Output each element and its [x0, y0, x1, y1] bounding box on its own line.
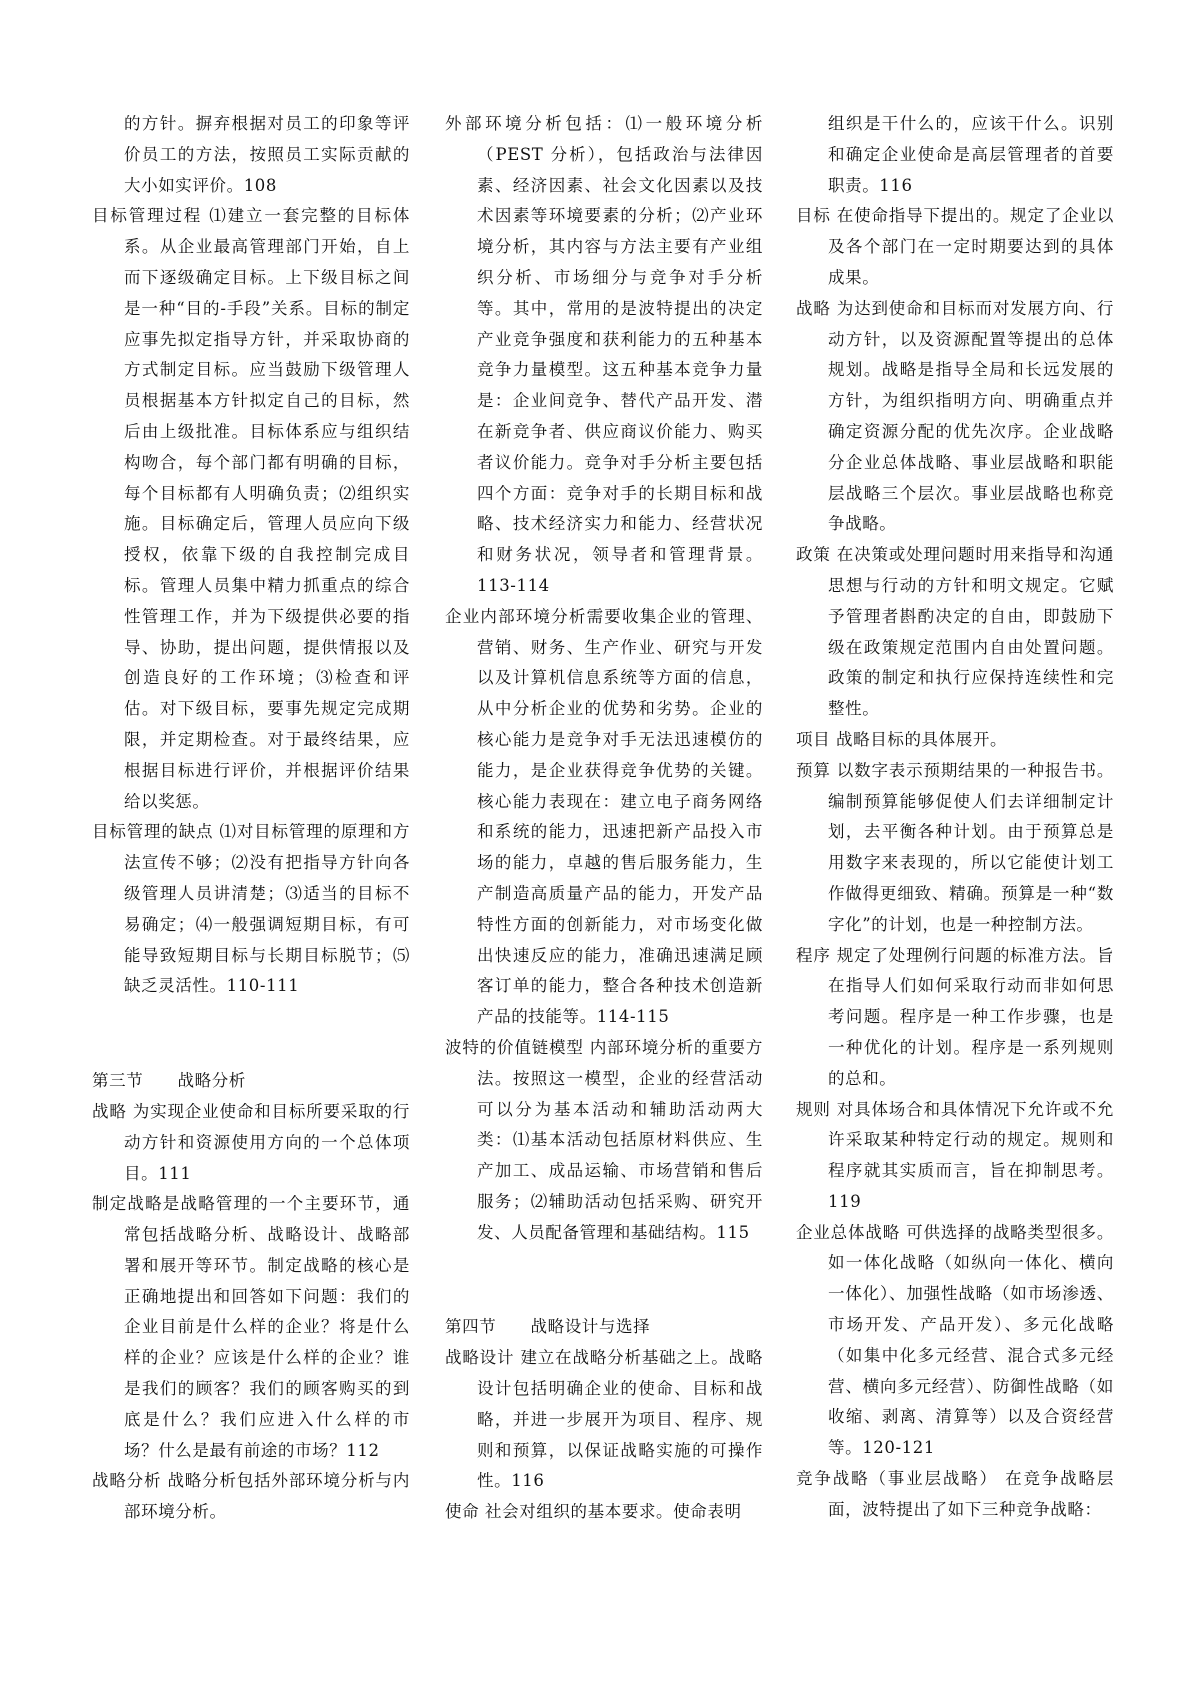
- section-spacer: [92, 1019, 410, 1050]
- term-entry: 竞争战略（事业层战略） 在竞争战略层面，波特提出了如下三种竞争战略：: [796, 1469, 1114, 1519]
- term-entry: 预算 以数字表示预期结果的一种报告书。编制预算能够促使人们去详细制定计划，去平衡各种计划。由于预算总是用数字来表现的，所以它能使计划工作做得更细致、精确。预算是一种“数字化”的计划，也是一种控制方法。: [796, 760, 1114, 934]
- term-entry: 制定战略是战略管理的一个主要环节，通常包括战略分析、战略设计、战略部署和展开等环节。制定战略的核心是正确地提出和回答如下问题：我们的企业目前是什么样的企业？将是什么样的企业？应该是什么样的企业？谁是我们的顾客？我们的顾客购买的到底是什么？我们应进入什么样的市场？什么是最有前途的市场？112: [92, 1194, 410, 1460]
- term-entry: 程序 规定了处理例行问题的标准方法。旨在指导人们如何采取行动而非如何思考问题。程序是一种工作步骤，也是一种优化的计划。程序是一系列规则的总和。: [796, 945, 1114, 1088]
- term-entry: 项目 战略目标的具体展开。: [796, 729, 1008, 749]
- column-1: [92, 109, 410, 1528]
- term-entry: 目标 在使命指导下提出的。规定了企业以及各个部门在一定时期要达到的具体成果。: [796, 206, 1114, 287]
- term-entry: 政策 在决策或处理问题时用来指导和沟通思想与行动的方针和明文规定。它赋予管理者斟酌决定的自由，即鼓励下级在政策规定范围内自由处置问题。政策的制定和执行应保持连续性和完整性。: [796, 545, 1114, 719]
- term-entry: 外部环境分析包括：⑴一般环境分析（PEST 分析），包括政治与法律因素、经济因素、社会文化因素以及技术因素等环境要素的分析；⑵产业环境分析，其内容与方法主要有产业组织分析、市场细分与竞争对手分析等。其中，常用的是波特提出的决定产业竞争强度和获利能力的五种基本竞争力量模型。这五种基本竞争力量是：企业间竞争、替代产品开发、潜在新竞争者、供应商议价能力、购买者议价能力。竞争对手分析主要包括四个方面：竞争对手的长期目标和战略、技术经济实力和能力、经营状况和财务状况，领导者和管理背景。113-114: [445, 114, 763, 595]
- section-heading: 第三节 战略分析: [92, 1071, 246, 1091]
- term-entry: 企业内部环境分析需要收集企业的管理、营销、财务、生产作业、研究与开发以及计算机信息系统等方面的信息，从中分析企业的优势和劣势。企业的核心能力是竞争对手无法迅速模仿的能力，是企业获得竞争优势的关键。核心能力表现在：建立电子商务网络和系统的能力，迅速把新产品投入市场的能力，卓越的售后服务能力，生产制造高质量产品的能力，开发产品特性方面的创新能力，对市场变化做出快速反应的能力，准确迅速满足顾客订单的能力，整合各种技术创造新产品的技能等。114-115: [445, 606, 763, 1027]
- column-3: [796, 109, 1114, 1526]
- section-spacer: [445, 1265, 763, 1296]
- continued-paragraph: 组织是干什么的，应该干什么。识别和确定企业使命是高层管理者的首要职责。116: [828, 114, 1114, 195]
- term-entry: 战略设计 建立在战略分析基础之上。战略设计包括明确企业的使命、目标和战略，并进一步展开为项目、程序、规则和预算，以保证战略实施的可操作性。116: [445, 1348, 763, 1491]
- section-heading: 第四节 战略设计与选择: [445, 1317, 651, 1337]
- term-entry: 使命 社会对组织的基本要求。使命表明: [445, 1502, 742, 1522]
- term-entry: 战略 为实现企业使命和目标所要采取的行动方针和资源使用方向的一个总体项目。111: [92, 1101, 410, 1183]
- term-entry: 企业总体战略 可供选择的战略类型很多。如一体化战略（如纵向一体化、横向一体化）、加强性战略（如市场渗透、市场开发、产品开发）、多元化战略（如集中化多元经营、混合式多元经营、横向多元经营）、防御性战略（如收缩、剥离、清算等）以及合资经营等。120-121: [796, 1222, 1114, 1458]
- continued-paragraph: 的方针。摒弃根据对员工的印象等评价员工的方法，按照员工实际贡献的大小如实评价。108: [124, 114, 410, 195]
- term-entry: 战略分析 战略分析包括外部环境分析与内部环境分析。: [92, 1471, 410, 1522]
- term-entry: 波特的价值链模型 内部环境分析的重要方法。按照这一模型，企业的经营活动可以分为基本活动和辅助活动两大类：⑴基本活动包括原材料供应、生产加工、成品运输、市场营销和售后服务；⑵辅助活动包括采购、研究开发、人员配备管理和基础结构。115: [445, 1037, 763, 1242]
- column-2: [445, 109, 763, 1528]
- term-entry: 目标管理过程 ⑴建立一套完整的目标体系。从企业最高管理部门开始，自上而下逐级确定目标。上下级目标之间是一种“目的-手段”关系。目标的制定应事先拟定指导方针，并采取协商的方式制定目标。应当鼓励下级管理人员根据基本方针拟定自己的目标，然后由上级批准。目标体系应与组织结构吻合，每个部门都有明确的目标，每个目标都有人明确负责；⑵组织实施。目标确定后，管理人员应向下级授权，依靠下级的自我控制完成目标。管理人员集中精力抓重点的综合性管理工作，并为下级提供必要的指导、协助，提出问题，提供情报以及创造良好的工作环境；⑶检查和评估。对下级目标，要事先规定完成期限，并定期检查。对于最终结果，应根据目标进行评价，并根据评价结果给以奖惩。: [92, 206, 410, 811]
- term-entry: 目标管理的缺点 ⑴对目标管理的原理和方法宣传不够；⑵没有把指导方针向各级管理人员讲清楚；⑶适当的目标不易确定；⑷一般强调短期目标，有可能导致短期目标与长期目标脱节；⑸缺乏灵活性。110-111: [92, 822, 410, 996]
- term-entry: 战略 为达到使命和目标而对发展方向、行动方针，以及资源配置等提出的总体规划。战略是指导全局和长远发展的方针，为组织指明方向、明确重点并确定资源分配的优先次序。企业战略分企业总体战略、事业层战略和职能层战略三个层次。事业层战略也称竞争战略。: [796, 298, 1114, 534]
- term-entry: 规则 对具体场合和具体情况下允许或不允许采取某种特定行动的规定。规则和程序就其实质而言，旨在抑制思考。119: [796, 1099, 1114, 1211]
